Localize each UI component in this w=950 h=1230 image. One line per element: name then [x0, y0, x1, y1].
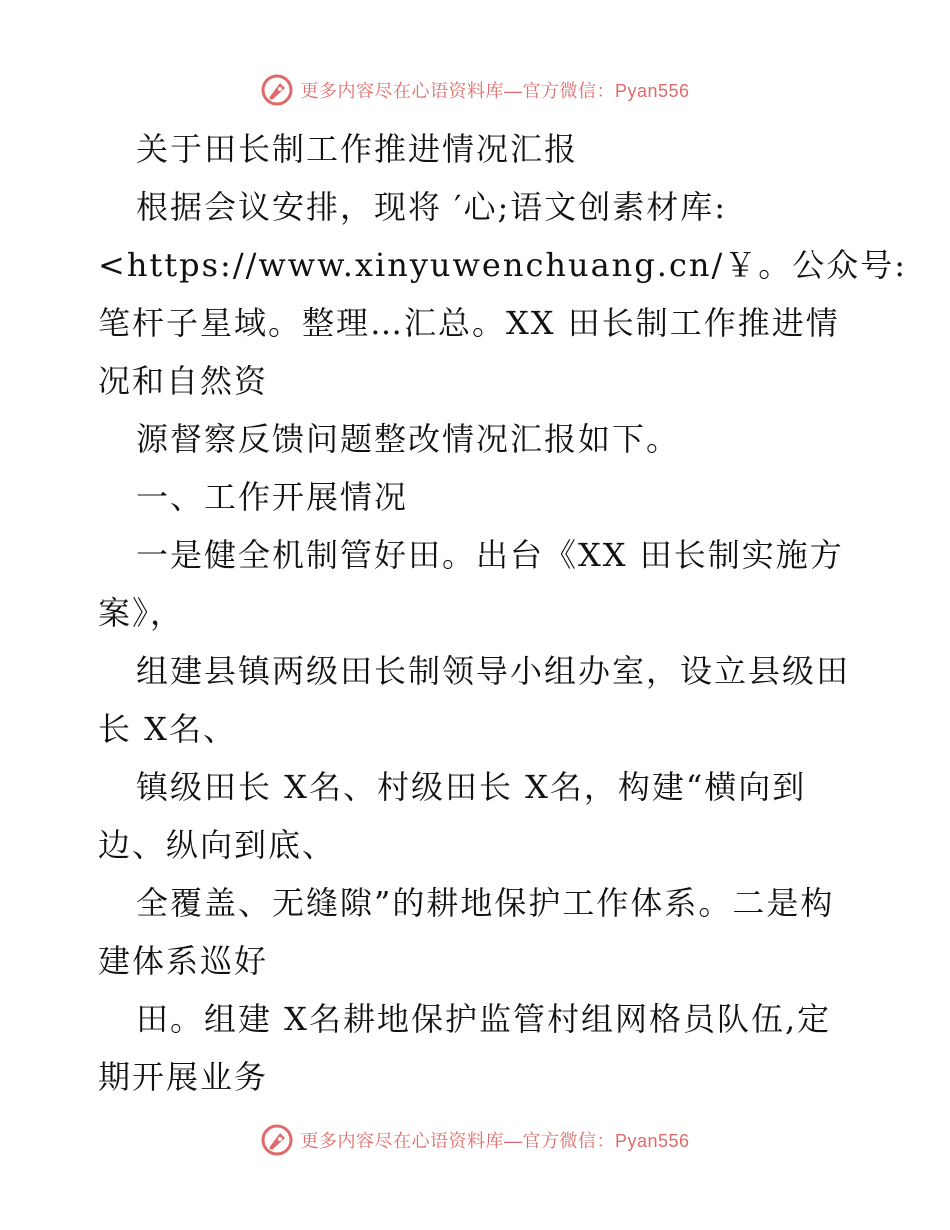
doc-line: 笔杆子星域。整理…汇总。XX 田长制工作推进情: [98, 304, 840, 342]
header-watermark: [0, 70, 950, 110]
doc-line: 长 X名、: [98, 710, 237, 748]
document-body: [98, 120, 908, 1106]
doc-line: 期开展业务: [98, 1058, 269, 1096]
pen-nib-logo-icon: [260, 73, 294, 107]
doc-line: 镇级田长 X名、村级田长 X名，构建“横向到: [136, 768, 807, 806]
doc-line: 边、纵向到底、: [98, 826, 337, 864]
doc-line: 建体系巡好: [98, 942, 269, 980]
doc-line: 关于田长制工作推进情况汇报: [136, 130, 579, 168]
watermark-text: 更多内容尽在心语资料库—官方微信：Pyan556: [300, 1131, 690, 1151]
doc-line: 全覆盖、无缝隙”的耕地保护工作体系。二是构: [136, 884, 835, 922]
doc-line: 案》，: [98, 594, 185, 632]
doc-line: 根据会议安排，现将 ′心;语文创素材库:: [136, 188, 728, 226]
watermark-text: 更多内容尽在心语资料库—官方微信：Pyan556: [300, 81, 690, 101]
doc-line: 源督察反馈问题整改情况汇报如下。: [136, 420, 681, 458]
doc-line: 组建县镇两级田长制领导小组办室，设立县级田: [136, 652, 851, 690]
doc-line: 况和自然资: [98, 362, 269, 400]
footer-watermark: [0, 1120, 950, 1160]
doc-line: 一是健全机制管好田。出台《XX 田长制实施方: [136, 536, 844, 574]
doc-line: <https://www.xinyuwenchuang.cn/￥。公众号:: [98, 246, 908, 284]
doc-line: 田。组建 X名耕地保护监管村组网格员队伍,定: [136, 1000, 832, 1038]
pen-nib-logo-icon: [260, 1123, 294, 1157]
doc-line: 一、工作开展情况: [136, 478, 409, 516]
